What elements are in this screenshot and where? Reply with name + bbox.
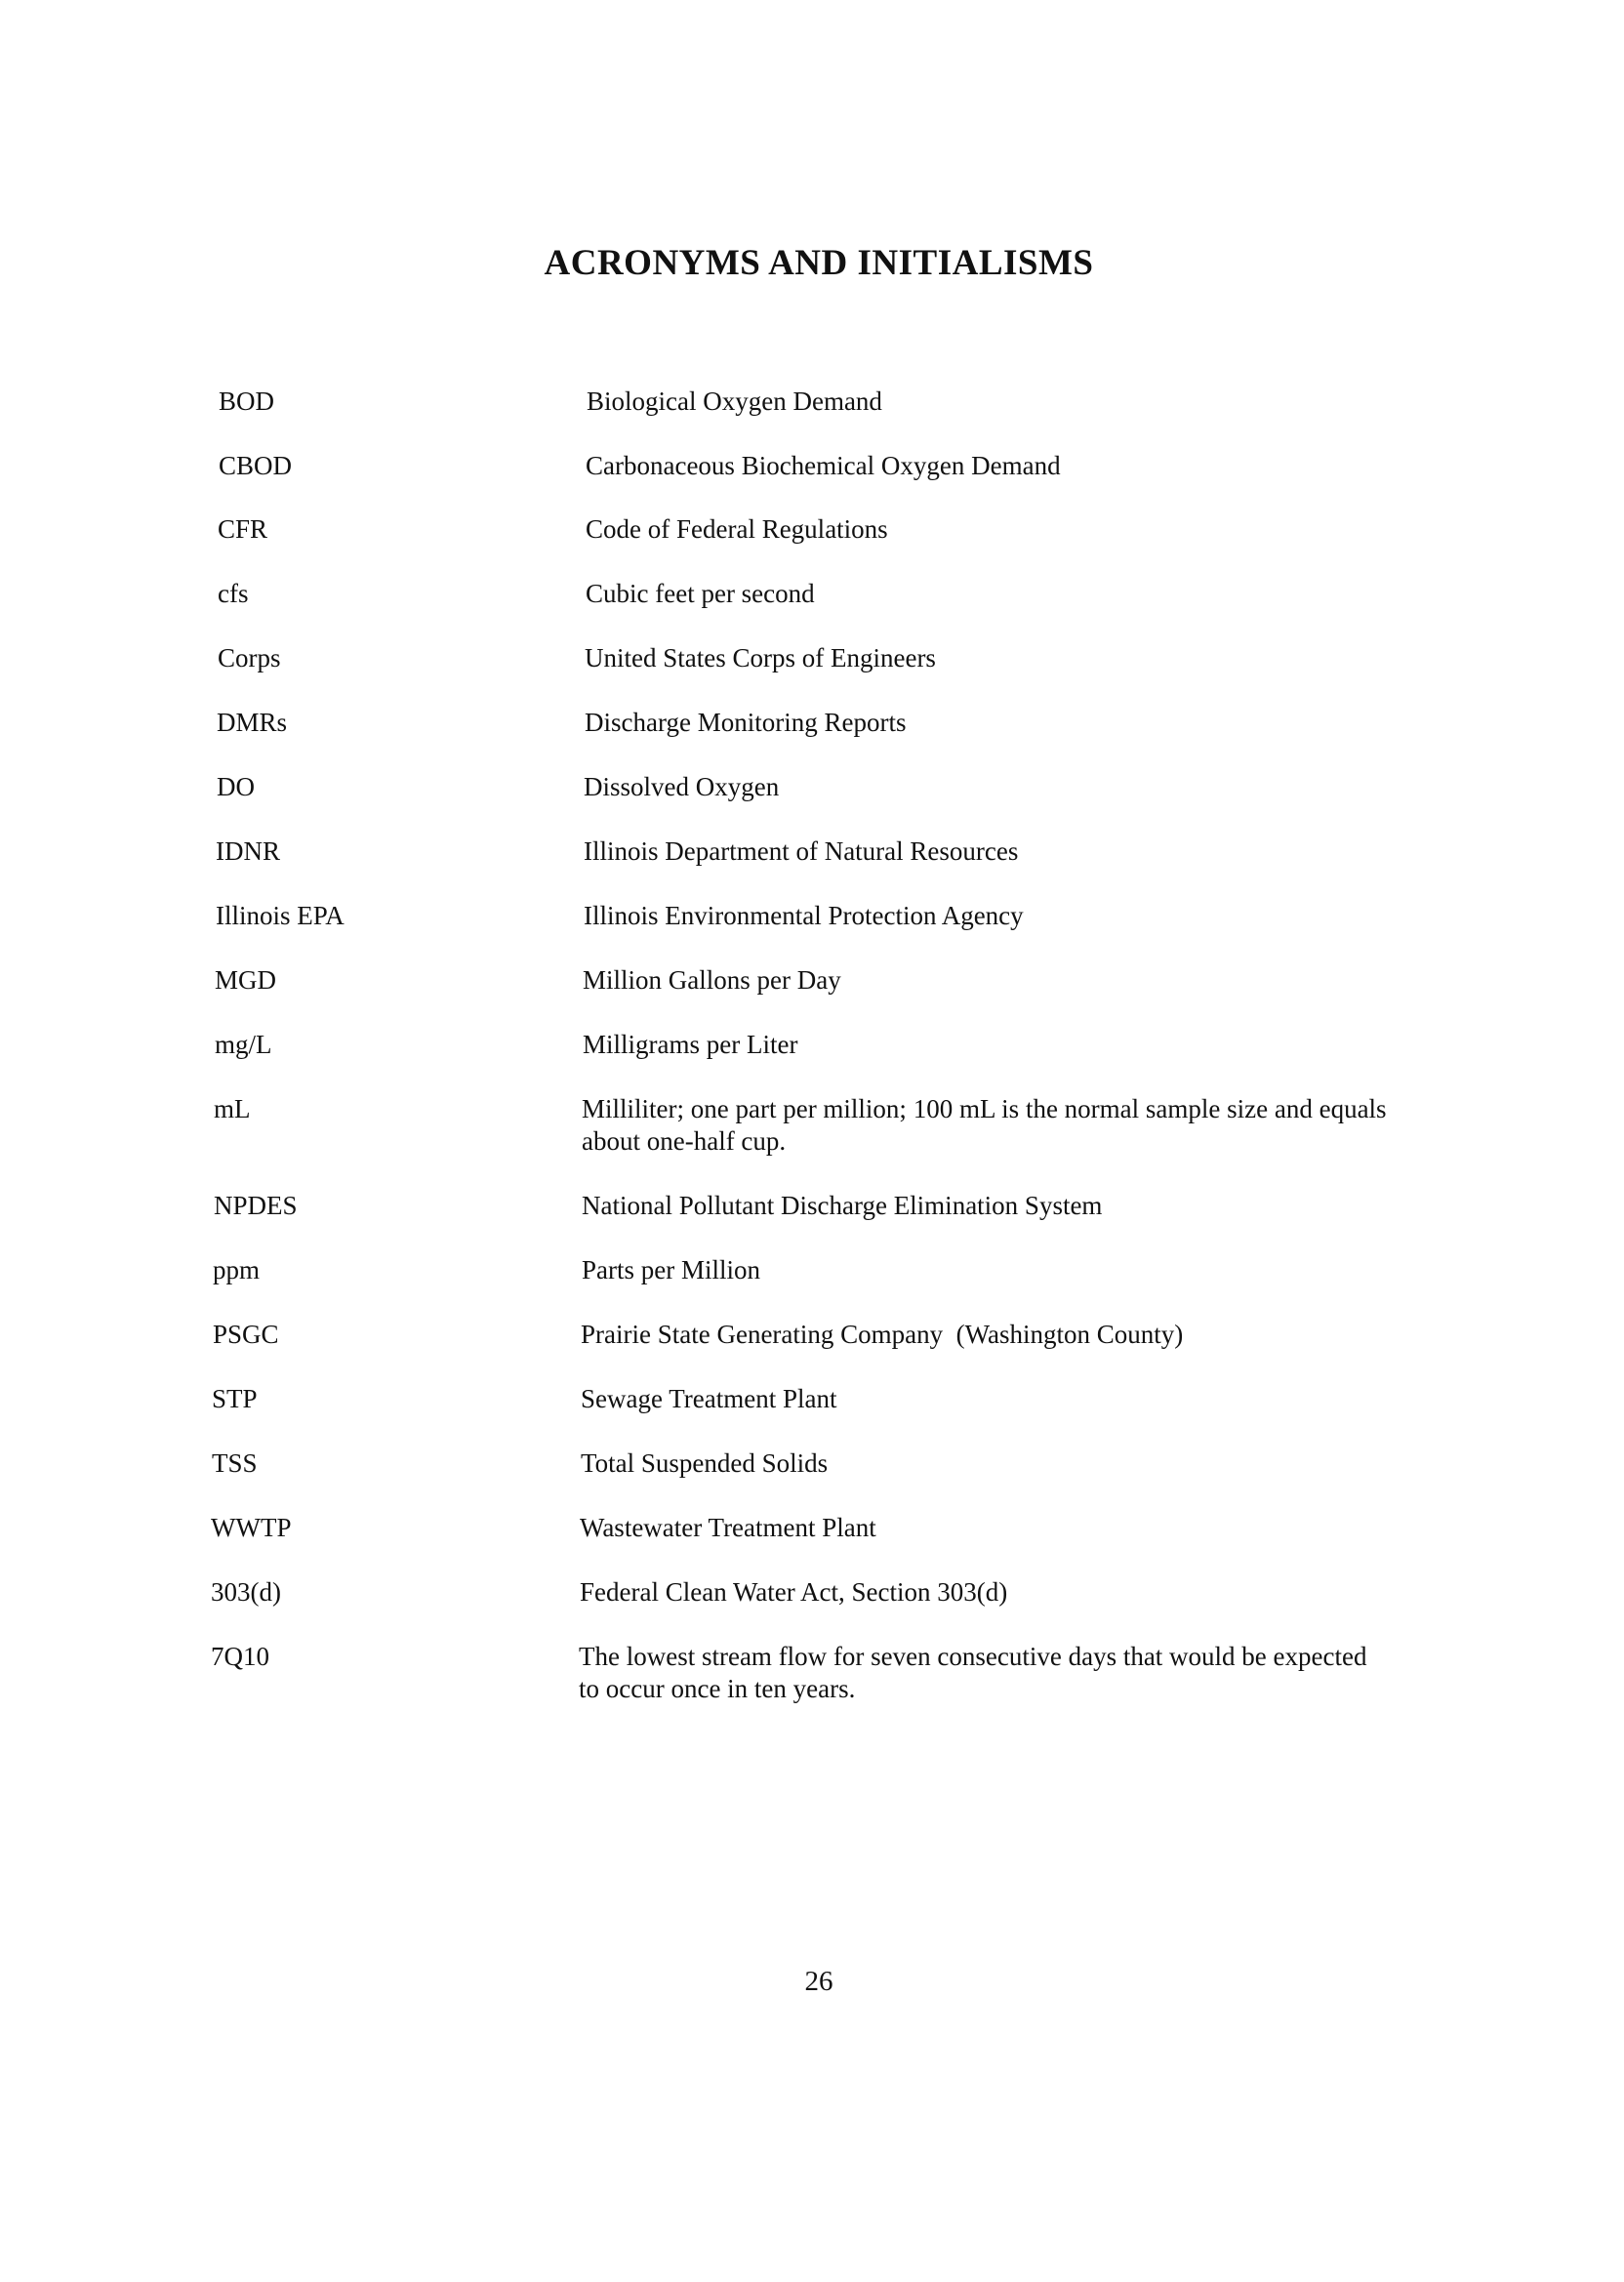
acronym-definition: Sewage Treatment Plant — [581, 1384, 837, 1413]
acronym-definition: Dissolved Oxygen — [584, 772, 780, 801]
acronym-definition: Cubic feet per second — [586, 579, 815, 608]
acronym-definition: Discharge Monitoring Reports — [585, 708, 907, 737]
acronym-term: mg/L — [215, 1030, 272, 1059]
page-number: 26 — [804, 1966, 833, 1997]
acronym-definition: Illinois Department of Natural Resources — [584, 836, 1019, 866]
acronym-term: NPDES — [214, 1191, 298, 1220]
acronym-term: MGD — [215, 965, 277, 995]
acronym-term: CBOD — [219, 451, 293, 480]
acronym-term: DMRs — [217, 708, 288, 737]
acronym-definition: Million Gallons per Day — [583, 965, 841, 995]
acronym-definition: Total Suspended Solids — [581, 1448, 829, 1478]
acronym-definition: Milliliter; one part per million; 100 mL is the normal sample size and equals about one-half cup. — [582, 1094, 1387, 1156]
acronym-definition: Milligrams per Liter — [583, 1030, 798, 1059]
acronym-definition: Parts per Million — [582, 1255, 760, 1284]
acronym-definition: The lowest stream flow for seven consecutive days that would be expected to occur once in ten years. — [579, 1642, 1367, 1703]
acronym-term: DO — [217, 772, 255, 801]
acronym-term: STP — [212, 1384, 258, 1413]
acronym-term: TSS — [212, 1448, 258, 1478]
acronym-definition: Federal Clean Water Act, Section 303(d) — [580, 1577, 1008, 1607]
acronym-term: WWTP — [211, 1513, 292, 1542]
acronym-definition: Code of Federal Regulations — [586, 514, 888, 544]
acronym-term: BOD — [219, 387, 275, 416]
acronym-term: 303(d) — [211, 1577, 281, 1607]
acronym-definition: Wastewater Treatment Plant — [580, 1513, 876, 1542]
acronym-term: Corps — [218, 643, 281, 672]
acronym-term: CFR — [218, 514, 268, 544]
acronym-term: 7Q10 — [211, 1642, 269, 1671]
acronym-term: cfs — [218, 579, 249, 608]
page-title: ACRONYMS AND INITIALISMS — [544, 243, 1094, 283]
acronym-definition: United States Corps of Engineers — [585, 643, 936, 672]
acronym-definition: Prairie State Generating Company (Washington County) — [581, 1320, 1184, 1349]
acronym-term: ppm — [213, 1255, 261, 1284]
acronym-term: mL — [214, 1094, 251, 1123]
acronym-term: IDNR — [216, 836, 280, 866]
acronym-definition: Illinois Environmental Protection Agency — [584, 901, 1024, 930]
acronym-definition: Biological Oxygen Demand — [587, 387, 882, 416]
acronym-term: PSGC — [213, 1320, 279, 1349]
acronym-definition: Carbonaceous Biochemical Oxygen Demand — [586, 451, 1061, 480]
acronym-term: Illinois EPA — [216, 901, 345, 930]
acronym-definition: National Pollutant Discharge Elimination System — [582, 1191, 1103, 1220]
